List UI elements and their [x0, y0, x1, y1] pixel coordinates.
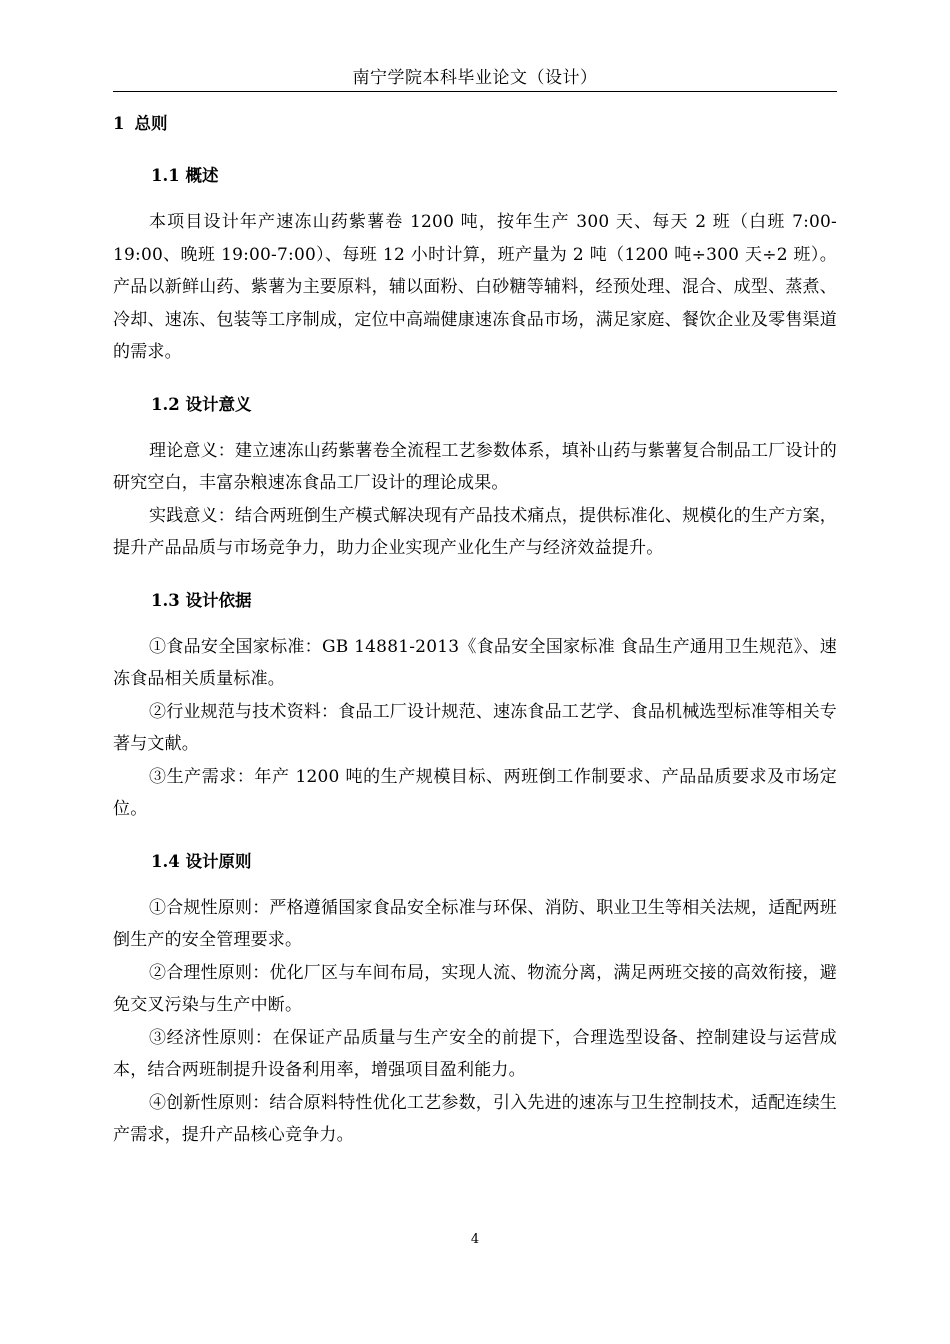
- paragraph: 本项目设计年产速冻山药紫薯卷 1200 吨，按年生产 300 天、每天 2 班（白班 7:00-19:00、晚班 19:00-7:00）、每班 12 小时计算，班产量为 2 吨（1200 吨÷300 天÷2 班）。产品以新鲜山药、紫薯为主要原料，辅以面粉、白砂糖等辅料，经预处理、混合、成型、蒸煮、冷却、速冻、包装等工序制成，定位中高端健康速冻食品市场，满足家庭、餐饮企业及零售渠道的需求。: [113, 212, 837, 362]
- section-title: 总则: [134, 114, 168, 133]
- page-header: 南宁学院本科毕业论文（设计）: [352, 68, 598, 88]
- paragraph: ①食品安全国家标准：GB 14881-2013《食品安全国家标准 食品生产通用卫生规范》、速冻食品相关质量标准。: [113, 636, 837, 689]
- paragraph: ③经济性原则：在保证产品质量与生产安全的前提下，合理选型设备、控制建设与运营成本，结合两班制提升设备利用率，增强项目盈利能力。: [113, 1027, 837, 1080]
- subsection-heading-1-4: 1.4 设计原则: [151, 851, 252, 871]
- section-heading: [113, 110, 837, 140]
- paragraph: ②合理性原则：优化厂区与车间布局，实现人流、物流分离，满足两班交接的高效衔接，避免交叉污染与生产中断。: [113, 962, 837, 1015]
- subsection-body-1-2: [113, 435, 837, 565]
- paragraph: 理论意义：建立速冻山药紫薯卷全流程工艺参数体系，填补山药与紫薯复合制品工厂设计的研究空白，丰富杂粮速冻食品工厂设计的理论成果。: [113, 440, 837, 493]
- subsection-heading-1-3: 1.3 设计依据: [151, 590, 252, 610]
- page-content: [113, 110, 837, 1152]
- subsection-body-1-3: [113, 631, 837, 826]
- paragraph: 实践意义：结合两班倒生产模式解决现有产品技术痛点，提供标准化、规模化的生产方案，提升产品品质与市场竞争力，助力企业实现产业化生产与经济效益提升。: [113, 505, 837, 558]
- page-number: 4: [470, 1232, 480, 1247]
- subsection-body-1-1: [113, 206, 837, 369]
- section-number: 1: [113, 114, 125, 133]
- header-rule: [113, 91, 837, 92]
- paragraph: ②行业规范与技术资料：食品工厂设计规范、速冻食品工艺学、食品机械选型标准等相关专著与文献。: [113, 701, 837, 754]
- paragraph: ①合规性原则：严格遵循国家食品安全标准与环保、消防、职业卫生等相关法规，适配两班倒生产的安全管理要求。: [113, 897, 837, 950]
- paragraph: ④创新性原则：结合原料特性优化工艺参数，引入先进的速冻与卫生控制技术，适配连续生产需求，提升产品核心竞争力。: [113, 1092, 837, 1145]
- paragraph: ③生产需求：年产 1200 吨的生产规模目标、两班倒工作制要求、产品品质要求及市场定位。: [113, 766, 837, 819]
- subsection-heading-1-1: 1.1 概述: [151, 166, 219, 185]
- subsection-body-1-4: [113, 892, 837, 1152]
- subsection-heading-1-2: 1.2 设计意义: [151, 394, 252, 414]
